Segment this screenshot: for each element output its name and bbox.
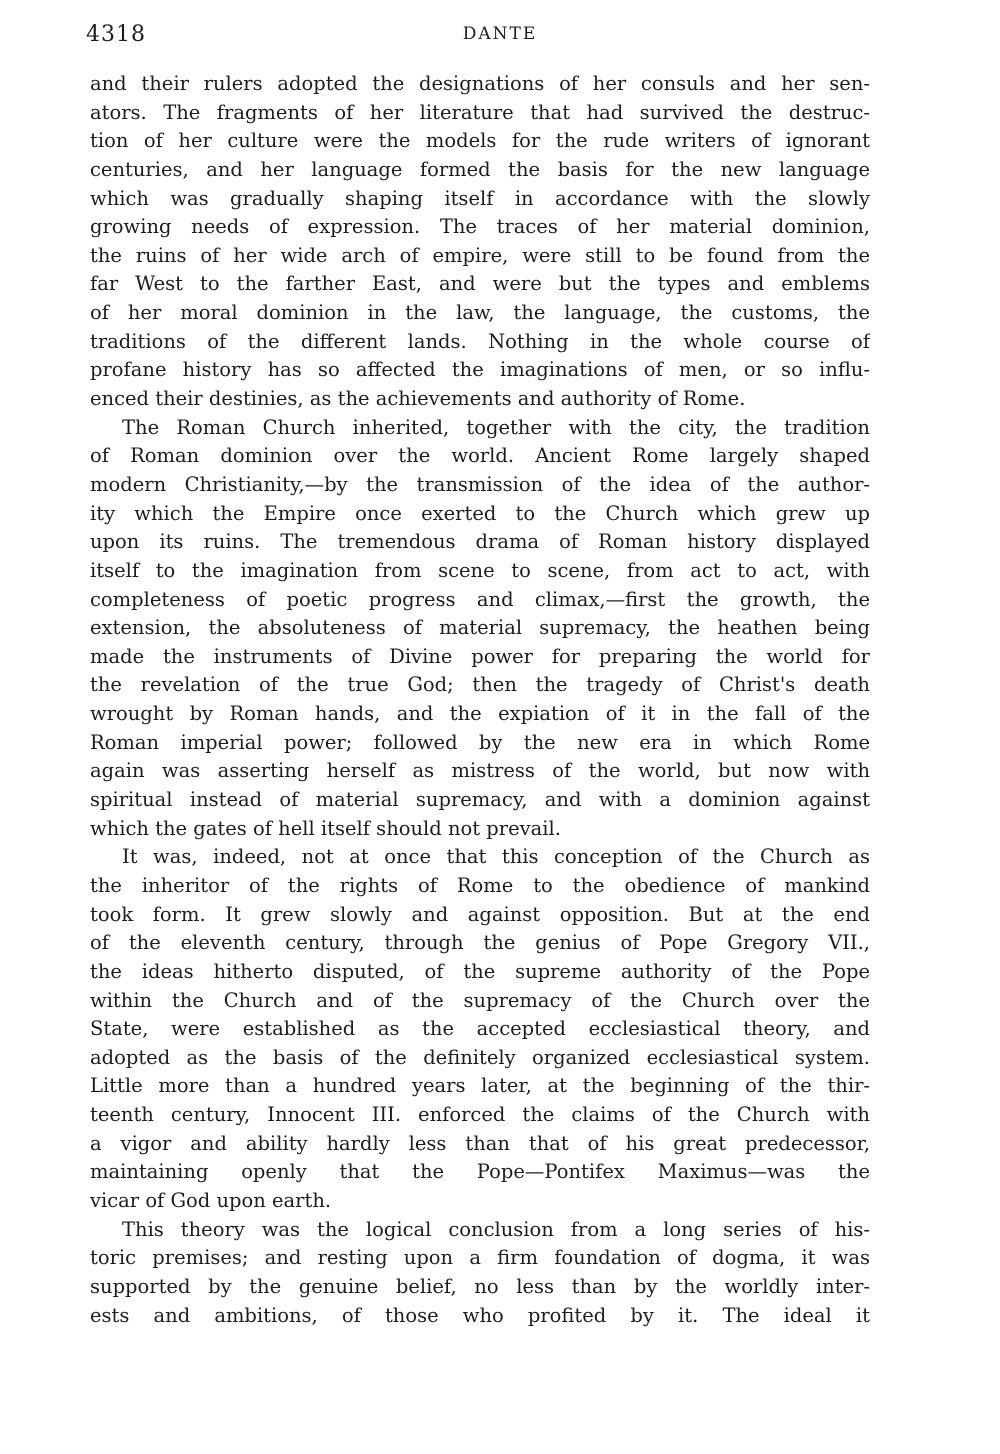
text-line: again was asserting herself as mistress of the world, but now with [90, 759, 870, 783]
text-line: the ruins of her wide arch of empire, were still to be found from the [90, 243, 870, 267]
text-line: maintaining openly that the Pope—Pontifex Maximus—was the [90, 1160, 870, 1184]
text-line: upon its ruins. The tremendous drama of Roman history displayed [90, 530, 870, 554]
text-line: Roman imperial power; followed by the new era in which Rome [90, 730, 870, 754]
text-line: Little more than a hundred years later, at the beginning of the thir- [90, 1074, 870, 1098]
text-line: which was gradually shaping itself in accordance with the slowly [90, 186, 870, 210]
text-line: It was, indeed, not at once that this conception of the Church as [122, 845, 870, 869]
text-line: the revelation of the true God; then the tragedy of Christ's death [90, 673, 870, 697]
text-line: teenth century, Innocent III. enforced the claims of the Church with [90, 1103, 870, 1127]
text-line: of the eleventh century, through the genius of Pope Gregory VII., [90, 931, 870, 955]
text-line: itself to the imagination from scene to scene, from act to act, with [90, 558, 870, 582]
text-line: toric premises; and resting upon a firm foundation of dogma, it was [90, 1246, 870, 1270]
text-line: the ideas hitherto disputed, of the supreme authority of the Pope [90, 959, 870, 983]
text-line: the inheritor of the rights of Rome to the obedience of mankind [90, 873, 870, 897]
text-line: State, were established as the accepted ecclesiastical theory, and [90, 1017, 870, 1041]
body-text [90, 70, 870, 1330]
running-head: DANTE [462, 24, 538, 44]
text-line: ity which the Empire once exerted to the Church which grew up [90, 501, 870, 525]
text-line: ators. The fragments of her literature that had survived the destruc- [90, 100, 870, 124]
text-line: completeness of poetic progress and climax,—first the growth, the [90, 587, 870, 611]
text-line: took form. It grew slowly and against opposition. But at the end [90, 902, 870, 926]
text-line: centuries, and her language formed the basis for the new language [90, 157, 870, 181]
text-line: made the instruments of Divine power for preparing the world for [90, 644, 870, 668]
text-line: adopted as the basis of the definitely organized ecclesiastical system. [90, 1045, 870, 1069]
text-line: This theory was the logical conclusion from a long series of his- [122, 1217, 870, 1241]
text-line: modern Christianity,—by the transmission of the idea of the author- [90, 472, 870, 496]
text-line: of Roman dominion over the world. Ancient Rome largely shaped [90, 444, 870, 468]
text-line: of her moral dominion in the law, the language, the customs, the [90, 301, 870, 325]
text-line: spiritual instead of material supremacy, and with a dominion against [90, 788, 870, 812]
text-line: and their rulers adopted the designations of her consuls and her sen- [90, 72, 870, 95]
text-line: wrought by Roman hands, and the expiation of it in the fall of the [90, 702, 870, 726]
text-line: growing needs of expression. The traces of her material dominion, [90, 215, 870, 239]
text-line: tion of her culture were the models for the rude writers of ignorant [90, 129, 870, 153]
text-line: far West to the farther East, and were but the types and emblems [90, 272, 870, 296]
text-line: enced their destinies, as the achievements and authority of Rome. [90, 387, 746, 411]
text-line: which the gates of hell itself should not prevail. [90, 816, 561, 840]
text-line: vicar of God upon earth. [90, 1188, 332, 1212]
text-line: profane history has so affected the imaginations of men, or so influ- [90, 358, 870, 382]
text-line: The Roman Church inherited, together with the city, the tradition [122, 415, 870, 439]
text-line: extension, the absoluteness of material supremacy, the heathen being [90, 616, 870, 640]
text-line: ests and ambitions, of those who profited by it. The ideal it [90, 1303, 870, 1327]
text-line: within the Church and of the supremacy of the Church over the [90, 988, 870, 1012]
page-number: 4318 [86, 22, 146, 47]
text-line: traditions of the different lands. Nothing in the whole course of [90, 329, 870, 353]
text-line: supported by the genuine belief, no less than by the worldly inter- [90, 1274, 870, 1298]
text-line: a vigor and ability hardly less than that of his great predecessor, [90, 1131, 870, 1155]
